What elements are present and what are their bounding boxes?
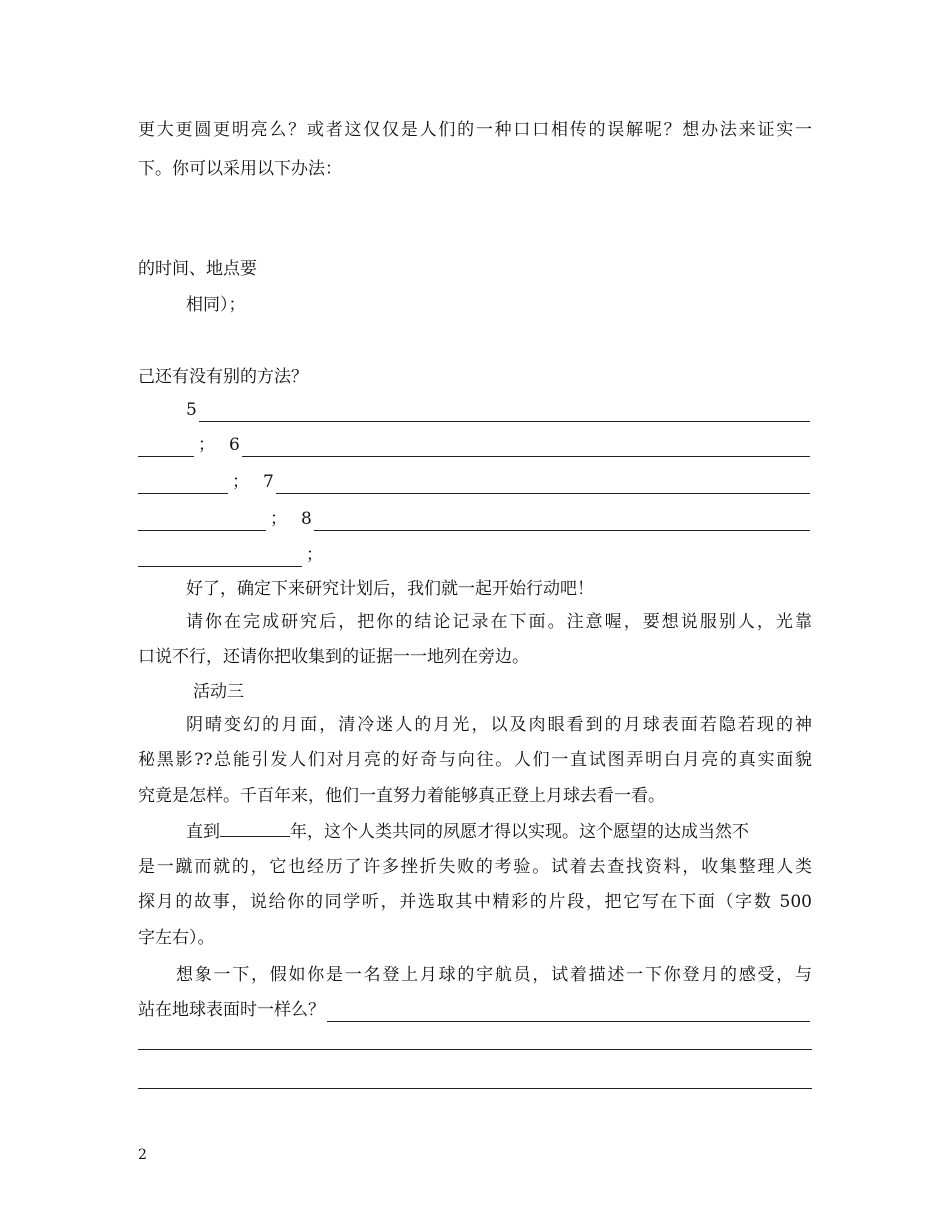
paragraph-line: 秘黑影??总能引发人们对月亮的好奇与向往。人们一直试图弄明白月亮的真实面貌 [138, 750, 812, 770]
semicolon: ； [270, 509, 287, 529]
year-blank[interactable] [220, 819, 290, 837]
paragraph-line: 究竟是怎样。千百年来，他们一直努力着能够真正登上月球去看一看。 [138, 786, 665, 806]
answer-rule[interactable] [138, 1049, 812, 1050]
paragraph-line: 探月的故事，说给你的同学听，并选取其中精彩的片段，把它写在下面（字数 500 [138, 892, 812, 912]
answer-rule[interactable] [327, 1004, 810, 1022]
text-fragment: 站在地球表面时一样么？ [138, 1000, 325, 1020]
blank-rule[interactable] [314, 513, 810, 531]
blank-rule[interactable] [138, 439, 194, 457]
blank-number: 7 [263, 472, 274, 492]
paragraph-line: 更大更圆更明亮么？或者这仅仅是人们的一种口口相传的误解呢？想办法来证实一 [138, 120, 812, 140]
semicolon: ； [198, 435, 215, 455]
paragraph-line: 是一蹴而就的，它也经历了许多挫折失败的考验。试着去查找资料，收集整理人类 [138, 857, 812, 877]
blank-rule[interactable] [138, 513, 266, 531]
blank-number: 6 [229, 435, 240, 455]
paragraph-line: 口说不行，还请你把收集到的证据一一地列在旁边。 [138, 647, 529, 667]
answer-line [138, 998, 812, 1022]
section-heading: 活动三 [193, 682, 244, 702]
text-fragment: 直到 [186, 822, 220, 842]
paragraph-line: 字左右）。 [138, 928, 215, 948]
blank-number: 8 [301, 509, 312, 529]
paragraph-line: 的时间、地点要 [138, 259, 257, 279]
paragraph-line: 想象一下，假如你是一名登上月球的宇航员，试着描述一下你登月的感受，与 [176, 965, 812, 985]
blank-rule[interactable] [138, 476, 228, 494]
paragraph-line: 好了，确定下来研究计划后，我们就一起开始行动吧！ [186, 579, 594, 599]
blank-rule[interactable] [199, 404, 810, 422]
fill-blank-line-end [138, 543, 812, 567]
blank-rule[interactable] [242, 439, 810, 457]
blank-rule[interactable] [138, 549, 302, 567]
fill-blank-line-5 [186, 398, 812, 422]
page-number: 2 [138, 1147, 147, 1163]
blank-rule[interactable] [276, 476, 810, 494]
answer-rule[interactable] [138, 1088, 812, 1089]
semicolon: ； [306, 545, 323, 565]
paragraph-line: 己还有没有别的方法？ [138, 367, 308, 387]
fill-blank-line-7 [138, 470, 812, 494]
paragraph-line: 相同）； [186, 295, 246, 315]
blank-number: 5 [186, 400, 197, 420]
paragraph-line: 下。你可以采用以下办法： [138, 159, 342, 179]
text-fragment: 年，这个人类共同的夙愿才得以实现。这个愿望的达成当然不 [290, 822, 749, 842]
paragraph-line [186, 819, 812, 844]
fill-blank-line-6 [138, 433, 812, 457]
paragraph-line: 请你在完成研究后，把你的结论记录在下面。注意喔，要想说服别人，光靠 [186, 612, 812, 632]
fill-blank-line-8 [138, 507, 812, 531]
paragraph-line: 阴晴变幻的月面，清冷迷人的月光，以及肉眼看到的月球表面若隐若现的神 [186, 715, 812, 735]
semicolon: ； [232, 472, 249, 492]
